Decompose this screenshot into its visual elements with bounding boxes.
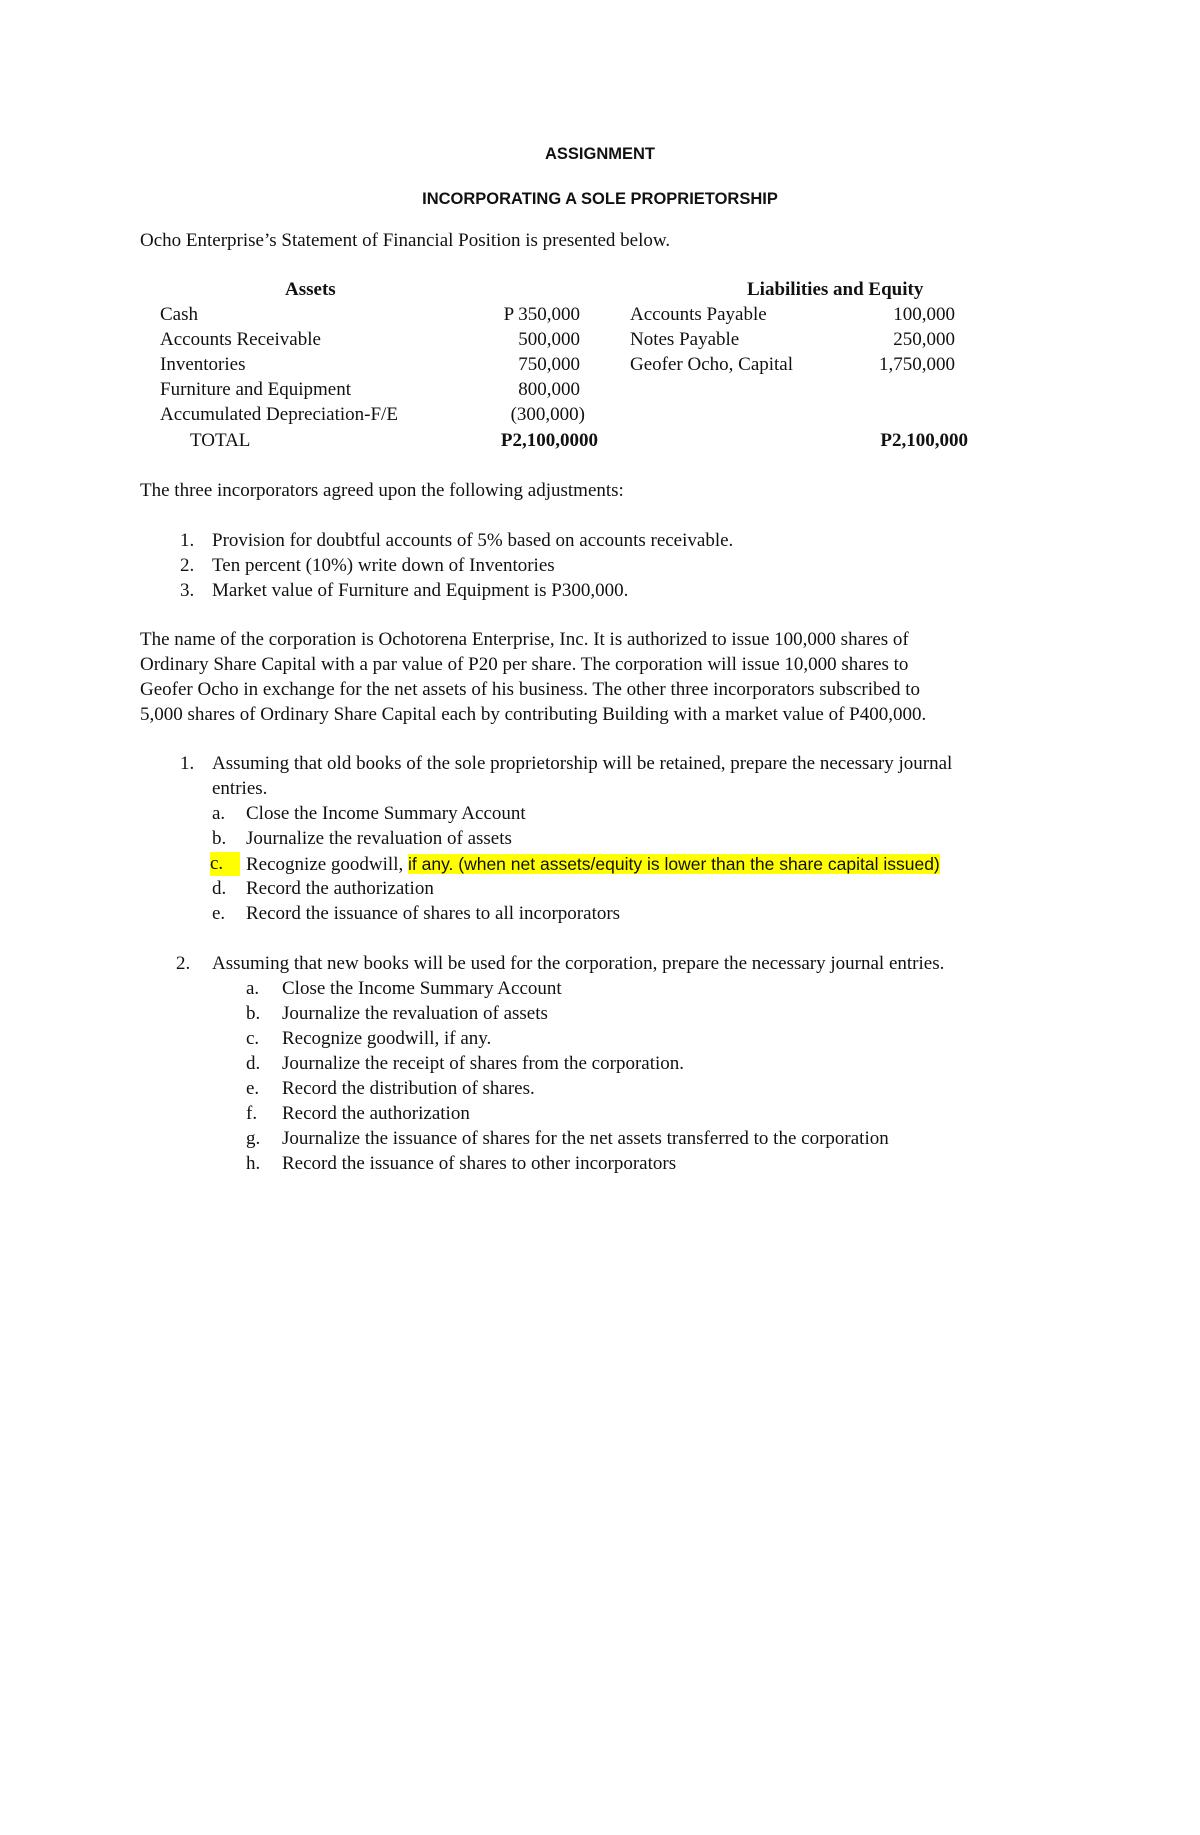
total-label: TOTAL (190, 430, 251, 451)
asset-label: Accounts Receivable (160, 329, 321, 350)
list-item: Close the Income Summary Account (282, 978, 562, 999)
item-letter: b. (212, 828, 227, 849)
asset-label: Accumulated Depreciation-F/E (160, 404, 398, 425)
list-item: Journalize the issuance of shares for the net assets transferred to the corporation (282, 1128, 889, 1149)
liability-amount: 100,000 (893, 304, 955, 325)
asset-label: Cash (160, 304, 198, 325)
question-number: 2. (176, 953, 191, 974)
total-liabilities-equity: P2,100,000 (880, 430, 968, 451)
list-item: Record the distribution of shares. (282, 1078, 535, 1099)
liability-label: Geofer Ocho, Capital (630, 354, 794, 375)
item-text: Recognize goodwill, (246, 854, 408, 875)
list-item: Journalize the receipt of shares from the corporation. (282, 1053, 685, 1074)
assets-heading: Assets (285, 279, 336, 300)
item-letter: e. (246, 1078, 260, 1099)
list-item: Close the Income Summary Account (246, 803, 526, 824)
list-item: Record the authorization (282, 1103, 470, 1124)
item-letter: d. (212, 878, 227, 899)
item-letter: h. (246, 1153, 261, 1174)
liability-label: Notes Payable (630, 329, 740, 350)
question-text: entries. (212, 778, 268, 799)
list-number: 3. (180, 580, 195, 601)
intro-text: Ocho Enterprise’s Statement of Financial Position is presented below. (140, 230, 671, 251)
item-letter: g. (246, 1128, 261, 1149)
highlighted-text: if any. (when net assets/equity is lower than the share capital issued) (408, 854, 940, 874)
list-item: Journalize the revaluation of assets (282, 1003, 548, 1024)
list-item: Recognize goodwill, if any. (282, 1028, 492, 1049)
item-letter: e. (212, 903, 226, 924)
item-letter: a. (246, 978, 260, 999)
asset-amount: 800,000 (518, 379, 580, 400)
item-letter: d. (246, 1053, 261, 1074)
item-letter: a. (212, 803, 226, 824)
item-letter: b. (246, 1003, 261, 1024)
list-item: Record the authorization (246, 878, 434, 899)
asset-amount: P 350,000 (503, 304, 580, 325)
item-letter: c. (246, 1028, 260, 1049)
question-text: Assuming that old books of the sole proprietorship will be retained, prepare the necessary journal (212, 753, 953, 774)
assignment-title: ASSIGNMENT (544, 145, 655, 163)
list-number: 1. (180, 530, 195, 551)
list-item: Market value of Furniture and Equipment is P300,000. (212, 580, 629, 601)
asset-label: Furniture and Equipment (160, 379, 352, 400)
assignment-subtitle: INCORPORATING A SOLE PROPRIETORSHIP (422, 190, 778, 208)
list-item-highlighted (246, 852, 940, 877)
item-letter: c. (210, 852, 240, 876)
list-item: Journalize the revaluation of assets (246, 828, 512, 849)
adjustments-intro: The three incorporators agreed upon the following adjustments: (140, 480, 624, 501)
item-letter: f. (246, 1103, 258, 1124)
list-number: 2. (180, 555, 195, 576)
asset-label: Inventories (160, 354, 246, 375)
asset-amount: 750,000 (518, 354, 580, 375)
list-item: Record the issuance of shares to all incorporators (246, 903, 621, 924)
list-item: Ten percent (10%) write down of Inventories (212, 555, 555, 576)
list-item: Record the issuance of shares to other incorporators (282, 1153, 677, 1174)
liability-label: Accounts Payable (630, 304, 767, 325)
paragraph-line: 5,000 shares of Ordinary Share Capital each by contributing Building with a market value of P400,000. (140, 704, 927, 725)
liability-amount: 1,750,000 (879, 354, 955, 375)
asset-amount: (300,000) (510, 404, 585, 425)
paragraph-line: Ordinary Share Capital with a par value of P20 per share. The corporation will issue 10,000 shares to (140, 654, 909, 675)
total-assets: P2,100,0000 (500, 430, 598, 451)
paragraph-line: The name of the corporation is Ochotorena Enterprise, Inc. It is authorized to issue 100,000 shares of (140, 629, 909, 650)
list-item: Provision for doubtful accounts of 5% based on accounts receivable. (212, 530, 734, 551)
paragraph-line: Geofer Ocho in exchange for the net assets of his business. The other three incorporators subscribed to (140, 679, 921, 700)
question-number: 1. (180, 753, 195, 774)
liability-amount: 250,000 (893, 329, 955, 350)
question-text: Assuming that new books will be used for the corporation, prepare the necessary journal entries. (212, 953, 945, 974)
asset-amount: 500,000 (518, 329, 580, 350)
liabilities-heading: Liabilities and Equity (747, 279, 924, 300)
